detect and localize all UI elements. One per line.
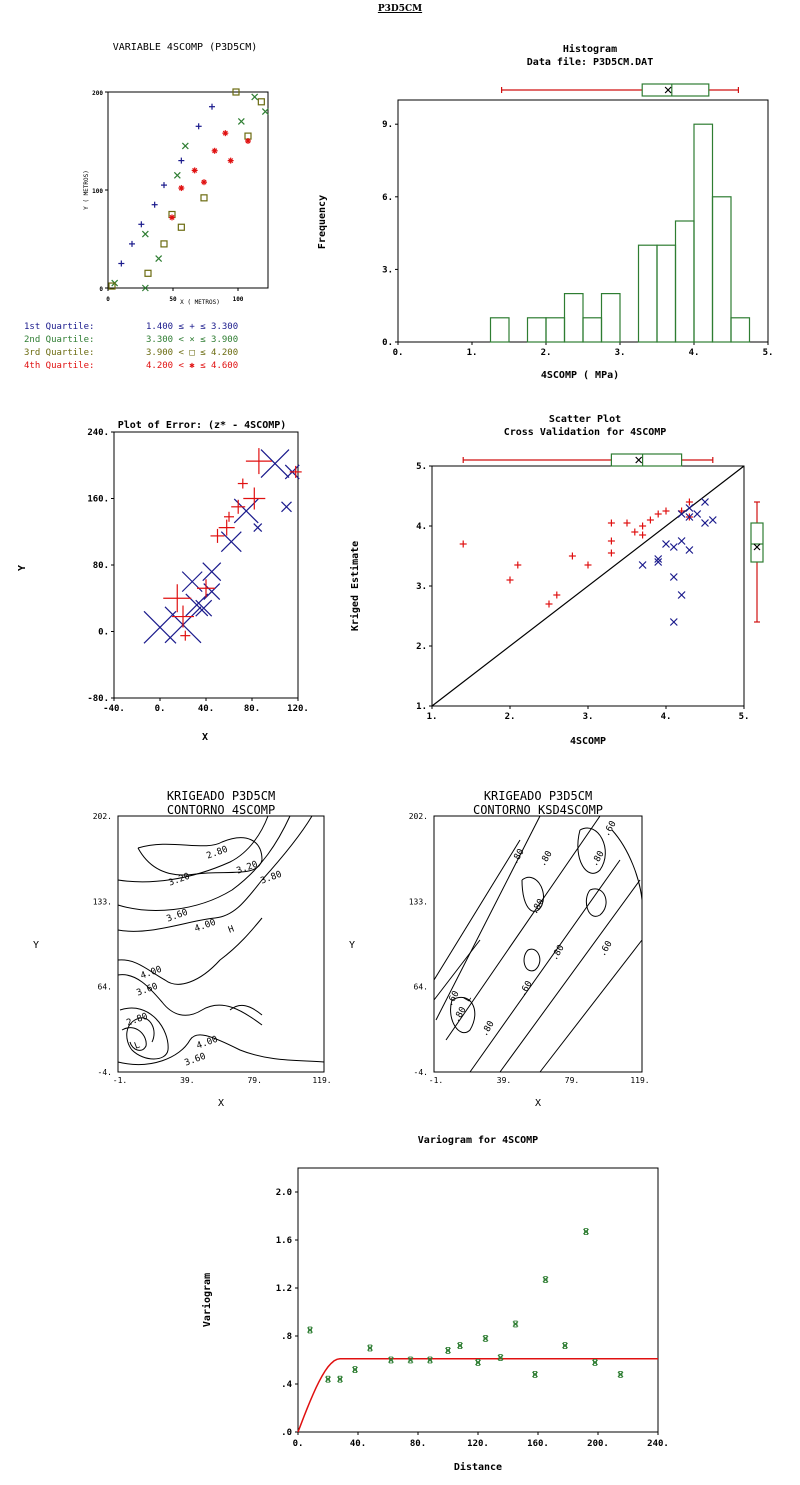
histogram-bar: [657, 245, 676, 342]
contour-mean-label: H: [227, 924, 236, 936]
crossval-boxplot-y-box: [751, 523, 763, 562]
legend-label: 4th Quartile:: [24, 361, 100, 371]
contour-mean-x-tick-label: 39.: [180, 1076, 195, 1085]
contour-mean-label: 3.20: [167, 871, 192, 889]
legend-high: 3.900: [211, 335, 239, 345]
contour-std-x-tick-label: 39.: [496, 1076, 512, 1085]
histogram-x-tick-label: 5.: [762, 348, 774, 358]
crossval-point-over: [686, 499, 693, 506]
contour-std-line: [434, 940, 480, 1000]
error-point-negative: [221, 532, 241, 552]
histogram-bar: [676, 221, 695, 342]
crossval-x-tick-label: 3.: [582, 712, 594, 722]
legend-low: 1.400: [146, 322, 179, 332]
error-plot-title: Plot of Error: (z* - 4SCOMP): [117, 420, 287, 431]
histogram-boxplot-box: [642, 84, 709, 96]
crossval-point-under: [709, 517, 716, 524]
crossval-point-over: [639, 523, 646, 530]
variogram-point: [428, 1357, 433, 1363]
location-point-sq: [258, 99, 264, 105]
location-point: [252, 94, 258, 100]
location-point: [182, 143, 188, 149]
contour-mean-label: L: [133, 1040, 142, 1052]
variogram-y-tick-label: .4: [281, 1380, 292, 1390]
legend-rel2: ≤: [200, 335, 212, 345]
location-y-tick-label: 100: [92, 188, 103, 195]
location-x-label: X ( METROS): [180, 299, 220, 306]
crossval-x-tick-label: 2.: [504, 712, 516, 722]
error-point-negative: [261, 450, 289, 478]
legend-rel2: ≤: [200, 348, 212, 358]
crossval-y-tick-label: 1.: [416, 702, 427, 712]
error-point-positive: [180, 631, 190, 641]
location-x-tick-label: 100: [232, 296, 244, 303]
legend-row: [24, 335, 238, 345]
histogram-title: Histogram: [562, 44, 618, 55]
variogram-x-tick-label: 120.: [467, 1439, 489, 1449]
crossval-point-under: [702, 520, 709, 527]
variogram-point: [498, 1355, 503, 1361]
location-point: [222, 130, 228, 136]
location-point: [245, 138, 251, 144]
contour-mean-x-tick-label: 119.: [312, 1076, 332, 1085]
variogram-x-tick-label: 240.: [647, 1439, 669, 1449]
contour-mean-label: 3.20: [235, 859, 260, 877]
contour-std-y-tick-label: 202.: [408, 812, 428, 821]
location-point: [178, 185, 184, 191]
error-y-tick-label: 80.: [92, 561, 109, 571]
crossval-point-under: [678, 592, 685, 599]
contour-std-line: [470, 860, 620, 1072]
contour-std-label: .60: [601, 819, 619, 839]
variogram-y-tick-label: 2.0: [275, 1188, 292, 1198]
legend-high: 3.300: [211, 322, 239, 332]
histogram-bar: [491, 318, 510, 342]
crossval-boxplot-y: [751, 502, 763, 622]
variogram-frame: [298, 1168, 658, 1432]
crossval-x-label: 4SCOMP: [569, 736, 607, 747]
legend-rel1: ≤: [178, 322, 190, 332]
variogram-x-tick-label: 80.: [409, 1439, 427, 1449]
contour-std-y-tick-label: 64.: [413, 982, 428, 992]
error-point-positive: [211, 529, 225, 543]
histogram-bar: [713, 197, 732, 342]
histogram-x-tick-label: 0.: [392, 348, 404, 358]
variogram-point: [368, 1345, 373, 1351]
contour-std-label: L: [462, 994, 474, 1004]
error-point-positive: [163, 584, 191, 612]
legend-low: 3.900: [146, 348, 179, 358]
location-point: [156, 256, 162, 262]
error-point-positive: [243, 488, 265, 510]
error-point-negative: [282, 502, 292, 512]
variogram-point: [458, 1343, 463, 1349]
contour-mean-y-tick-label: -4.: [97, 1068, 112, 1077]
location-point: [161, 182, 167, 188]
error-point-positive: [231, 500, 245, 514]
location-point: [209, 104, 215, 110]
variogram-x-label: Distance: [453, 1462, 503, 1473]
crossval-point-over: [460, 541, 467, 548]
crossval-boxplot-x-box: [611, 454, 681, 466]
variogram-point: [308, 1327, 313, 1333]
contour-std-x-label: X: [534, 1098, 542, 1109]
crossval-title: Scatter Plot: [548, 414, 622, 425]
contour-mean-label: 3.60: [183, 1051, 208, 1069]
contour-std-label: .80: [529, 897, 547, 917]
location-plot-frame: [108, 92, 268, 288]
crossval-point-under: [663, 541, 670, 548]
crossval-point-over: [608, 520, 615, 527]
location-point: [238, 118, 244, 124]
variogram-point: [513, 1321, 518, 1327]
legend-low: 3.300: [146, 335, 179, 345]
location-point: [178, 158, 184, 164]
location-point: [118, 261, 124, 267]
legend-symbol: ×: [189, 335, 201, 345]
crossval-point-over: [639, 532, 646, 539]
histogram-bar: [583, 318, 602, 342]
histogram-y-tick-label: 9.: [382, 120, 393, 131]
location-point: [196, 123, 202, 129]
error-y-tick-label: -80.: [87, 694, 109, 704]
location-point: [145, 270, 151, 276]
contour-std-label: .60: [444, 989, 462, 1009]
histogram-bar: [602, 294, 621, 342]
histogram-boxplot-mean: [665, 87, 671, 93]
contour-std-x-tick-label: 119.: [630, 1076, 650, 1085]
contour-mean-x-label: X: [217, 1098, 225, 1109]
contour-std-label: .80: [509, 847, 527, 867]
error-point-positive: [290, 466, 302, 478]
histogram-x-tick-label: 1.: [466, 348, 478, 358]
contour-std-label: .60: [517, 979, 535, 999]
crossval-identity-line: [432, 466, 744, 706]
error-y-tick-label: 0.: [98, 627, 109, 638]
location-point: [138, 221, 144, 227]
variogram-x-tick-label: 200.: [587, 1439, 609, 1449]
contour-mean-line: [118, 816, 312, 931]
crossval-point-over: [546, 601, 553, 608]
contour-mean-label: 4.00: [195, 1034, 220, 1052]
variogram-point: [618, 1371, 623, 1377]
crossval-y-tick-label: 5.: [416, 462, 427, 472]
variogram-point: [543, 1277, 548, 1283]
location-point: [201, 179, 207, 185]
crossval-y-tick-label: 2.: [416, 642, 427, 652]
location-point: [178, 224, 184, 230]
location-point: [212, 148, 218, 154]
crossval-x-tick-label: 5.: [738, 712, 750, 722]
variogram-title: Variogram for 4SCOMP: [417, 1135, 539, 1146]
crossval-x-tick-label: 4.: [660, 712, 672, 722]
contour-std-y-label: Y: [348, 940, 356, 951]
error-point-positive: [219, 520, 235, 536]
variogram-point: [563, 1343, 568, 1349]
variogram-model-curve: [298, 1359, 658, 1432]
crossval-point-under: [670, 619, 677, 626]
histogram-y-tick-label: 6.: [382, 192, 393, 203]
crossval-point-over: [647, 517, 654, 524]
variogram-point: [533, 1371, 538, 1377]
histogram-bar: [731, 318, 750, 342]
location-chart-title: VARIABLE 4SCOMP (P3D5CM): [112, 42, 258, 53]
contour-mean-label: 3.60: [135, 981, 160, 999]
location-point: [161, 241, 167, 247]
location-point-sq: [178, 224, 184, 230]
crossval-subtitle: Cross Validation for 4SCOMP: [503, 427, 667, 438]
crossval-point-over: [514, 562, 521, 569]
contour-std-label: .80: [479, 1019, 497, 1039]
error-y-label: Y: [17, 564, 28, 572]
location-x-tick-label: 0: [106, 296, 110, 303]
location-x-tick-label: 50: [169, 296, 177, 303]
histogram-boxplot: [502, 84, 739, 96]
contour-mean-x-tick-label: -1.: [112, 1076, 128, 1085]
legend-row: [24, 322, 238, 332]
contour-std-label: .80: [451, 1005, 469, 1025]
contour-std-x-tick-label: 79.: [564, 1076, 580, 1085]
contour-mean-y-tick-label: 64.: [97, 982, 112, 992]
location-point: [228, 158, 234, 164]
error-point-positive: [197, 579, 215, 597]
crossval-point-under: [670, 574, 677, 581]
variogram-point: [446, 1347, 451, 1353]
legend-low: 4.200: [146, 361, 179, 371]
variogram-y-tick-label: 1.2: [275, 1284, 292, 1294]
crossval-point-over: [655, 511, 662, 518]
crossval-point-over: [608, 550, 615, 557]
location-point: [169, 214, 175, 220]
contour-mean-subtitle: CONTORNO 4SCOMP: [166, 803, 276, 817]
error-y-tick-label: 240.: [87, 428, 109, 438]
location-point-sq: [145, 270, 151, 276]
location-point: [262, 109, 268, 115]
variogram-point: [353, 1367, 358, 1373]
variogram-point: [483, 1335, 488, 1341]
legend-label: 1st Quartile:: [24, 322, 100, 332]
contour-mean-label: 2.80: [205, 844, 230, 862]
legend-symbol: □: [189, 348, 201, 358]
contour-std-y-tick-label: -4.: [413, 1068, 428, 1077]
histogram-x-tick-label: 2.: [540, 348, 552, 358]
variogram-y-tick-label: 1.6: [275, 1236, 292, 1246]
error-point-positive: [238, 479, 248, 489]
crossval-point-over: [663, 508, 670, 515]
crossval-point-under: [639, 562, 646, 569]
contour-mean-y-tick-label: 202.: [92, 812, 112, 821]
location-y-tick-label: 0: [99, 286, 103, 293]
histogram-bar: [565, 294, 584, 342]
variogram-x-tick-label: 40.: [349, 1439, 367, 1449]
variogram-point: [584, 1229, 589, 1235]
histogram-x-tick-label: 3.: [614, 348, 626, 358]
histogram-bar: [546, 318, 565, 342]
error-x-tick-label: 80.: [243, 704, 261, 714]
crossval-point-under: [686, 547, 693, 554]
crossval-x-tick-label: 1.: [426, 712, 438, 722]
legend-rel1: <: [178, 348, 190, 358]
error-x-tick-label: 40.: [197, 704, 215, 714]
error-x-tick-label: 120.: [287, 704, 309, 714]
variogram-point: [338, 1376, 343, 1382]
contour-mean-y-tick-label: 133.: [92, 897, 112, 907]
error-x-tick-label: -40.: [103, 704, 125, 714]
location-point-sq: [201, 195, 207, 201]
contour-mean-label: 3.60: [165, 907, 190, 925]
crossval-y-tick-label: 4.: [416, 522, 427, 532]
contour-std-y-tick-label: 133.: [408, 897, 428, 907]
legend-label: 3rd Quartile:: [24, 348, 100, 358]
error-y-tick-label: 160.: [87, 494, 109, 505]
crossval-boxplot-x: [463, 454, 713, 466]
contour-mean-title: KRIGEADO P3D5CM: [166, 789, 276, 803]
error-point-negative: [144, 611, 176, 643]
histogram-bar: [694, 124, 713, 342]
crossval-point-under: [678, 538, 685, 545]
histogram-x-label: 4SCOMP ( MPa): [540, 370, 620, 381]
crossval-point-over: [553, 592, 560, 599]
crossval-point-over: [624, 520, 631, 527]
contour-mean-label: 2.80: [125, 1011, 150, 1029]
error-point-negative: [186, 594, 208, 616]
error-x-tick-label: 0.: [154, 704, 166, 714]
legend-high: 4.600: [211, 361, 239, 371]
location-y-label: Y ( METROS): [83, 170, 90, 210]
legend-rel1: <: [178, 361, 190, 371]
variogram-y-tick-label: .8: [281, 1332, 292, 1342]
crossval-point-over: [631, 529, 638, 536]
contour-mean-label: 4.00: [193, 917, 218, 935]
legend-row: [24, 348, 238, 358]
legend-symbol: +: [189, 322, 201, 332]
contour-std-line: [578, 828, 605, 873]
location-point: [258, 99, 264, 105]
crossval-y-tick-label: 3.: [416, 582, 427, 592]
variogram-y-tick-label: .0: [281, 1428, 292, 1438]
error-plot-frame: [114, 432, 298, 698]
crossval-point-over: [569, 553, 576, 560]
location-point-sq: [161, 241, 167, 247]
variogram-point: [593, 1359, 598, 1365]
variogram-point: [408, 1357, 413, 1363]
contour-std-x-tick-label: -1.: [428, 1076, 444, 1085]
location-point: [201, 195, 207, 201]
contour-std-line: [500, 880, 640, 1072]
page-title: P3D5CM: [377, 4, 423, 14]
legend-symbol: ✱: [189, 361, 201, 371]
error-point-positive: [224, 512, 234, 522]
legend-rel2: ≤: [200, 361, 212, 371]
contour-mean-line: [118, 816, 290, 910]
error-x-label: X: [201, 732, 209, 743]
histogram-x-tick-label: 4.: [688, 348, 700, 358]
legend-rel2: ≤: [200, 322, 212, 332]
location-point: [192, 167, 198, 173]
contour-std-label: .80: [589, 849, 607, 869]
contour-std-line: [524, 949, 540, 971]
histogram-y-tick-label: 3.: [382, 265, 393, 276]
location-point: [152, 202, 158, 208]
legend-label: 2nd Quartile:: [24, 335, 100, 345]
histogram-y-tick-label: 0.: [382, 338, 393, 348]
contour-std-subtitle: CONTORNO KSD4SCOMP: [472, 803, 604, 817]
crossval-boxplot-x-mean: [636, 457, 642, 463]
crossval-point-over: [585, 562, 592, 569]
crossval-point-under: [694, 511, 701, 518]
crossval-y-label: Kriged Estimate: [350, 540, 361, 632]
contour-std-label: .80: [537, 849, 555, 869]
crossval-point-under: [686, 505, 693, 512]
variogram-x-tick-label: 0.: [292, 1439, 304, 1449]
contour-mean-line: [118, 1035, 324, 1065]
legend-high: 4.200: [211, 348, 239, 358]
error-point-negative: [254, 524, 262, 532]
variogram-y-label: Variogram: [202, 1272, 213, 1328]
contour-mean-x-tick-label: 79.: [247, 1076, 262, 1085]
error-point-negative: [196, 600, 212, 616]
error-point-negative: [203, 563, 221, 581]
crossval-point-under: [702, 499, 709, 506]
variogram-point: [326, 1376, 331, 1382]
histogram-y-label: Frequency: [317, 194, 328, 250]
histogram-bar: [639, 245, 658, 342]
variogram-x-tick-label: 160.: [527, 1439, 549, 1449]
variogram-point: [389, 1357, 394, 1363]
crossval-point-over: [507, 577, 514, 584]
contour-std-label: .60: [597, 939, 615, 959]
contour-std-title: KRIGEADO P3D5CM: [483, 789, 593, 803]
histogram-subtitle: Data file: P3D5CM.DAT: [526, 57, 654, 68]
error-point-positive: [172, 606, 194, 628]
legend-row: [24, 361, 238, 371]
variogram-point: [476, 1359, 481, 1365]
location-point: [174, 172, 180, 178]
contour-std-label: .80: [549, 943, 567, 963]
crossval-boxplot-y-mean: [754, 544, 760, 550]
crossval-point-under: [670, 544, 677, 551]
contour-std-line: [434, 840, 520, 980]
crossval-point-over: [608, 538, 615, 545]
legend-rel1: <: [178, 335, 190, 345]
location-y-tick-label: 200: [92, 90, 103, 97]
histogram-bar: [528, 318, 547, 342]
contour-mean-label: 3.80: [259, 869, 284, 887]
contour-mean-y-label: Y: [32, 940, 40, 951]
location-point: [129, 241, 135, 247]
location-point: [142, 231, 148, 237]
contour-mean-label: 4.00: [139, 964, 164, 982]
